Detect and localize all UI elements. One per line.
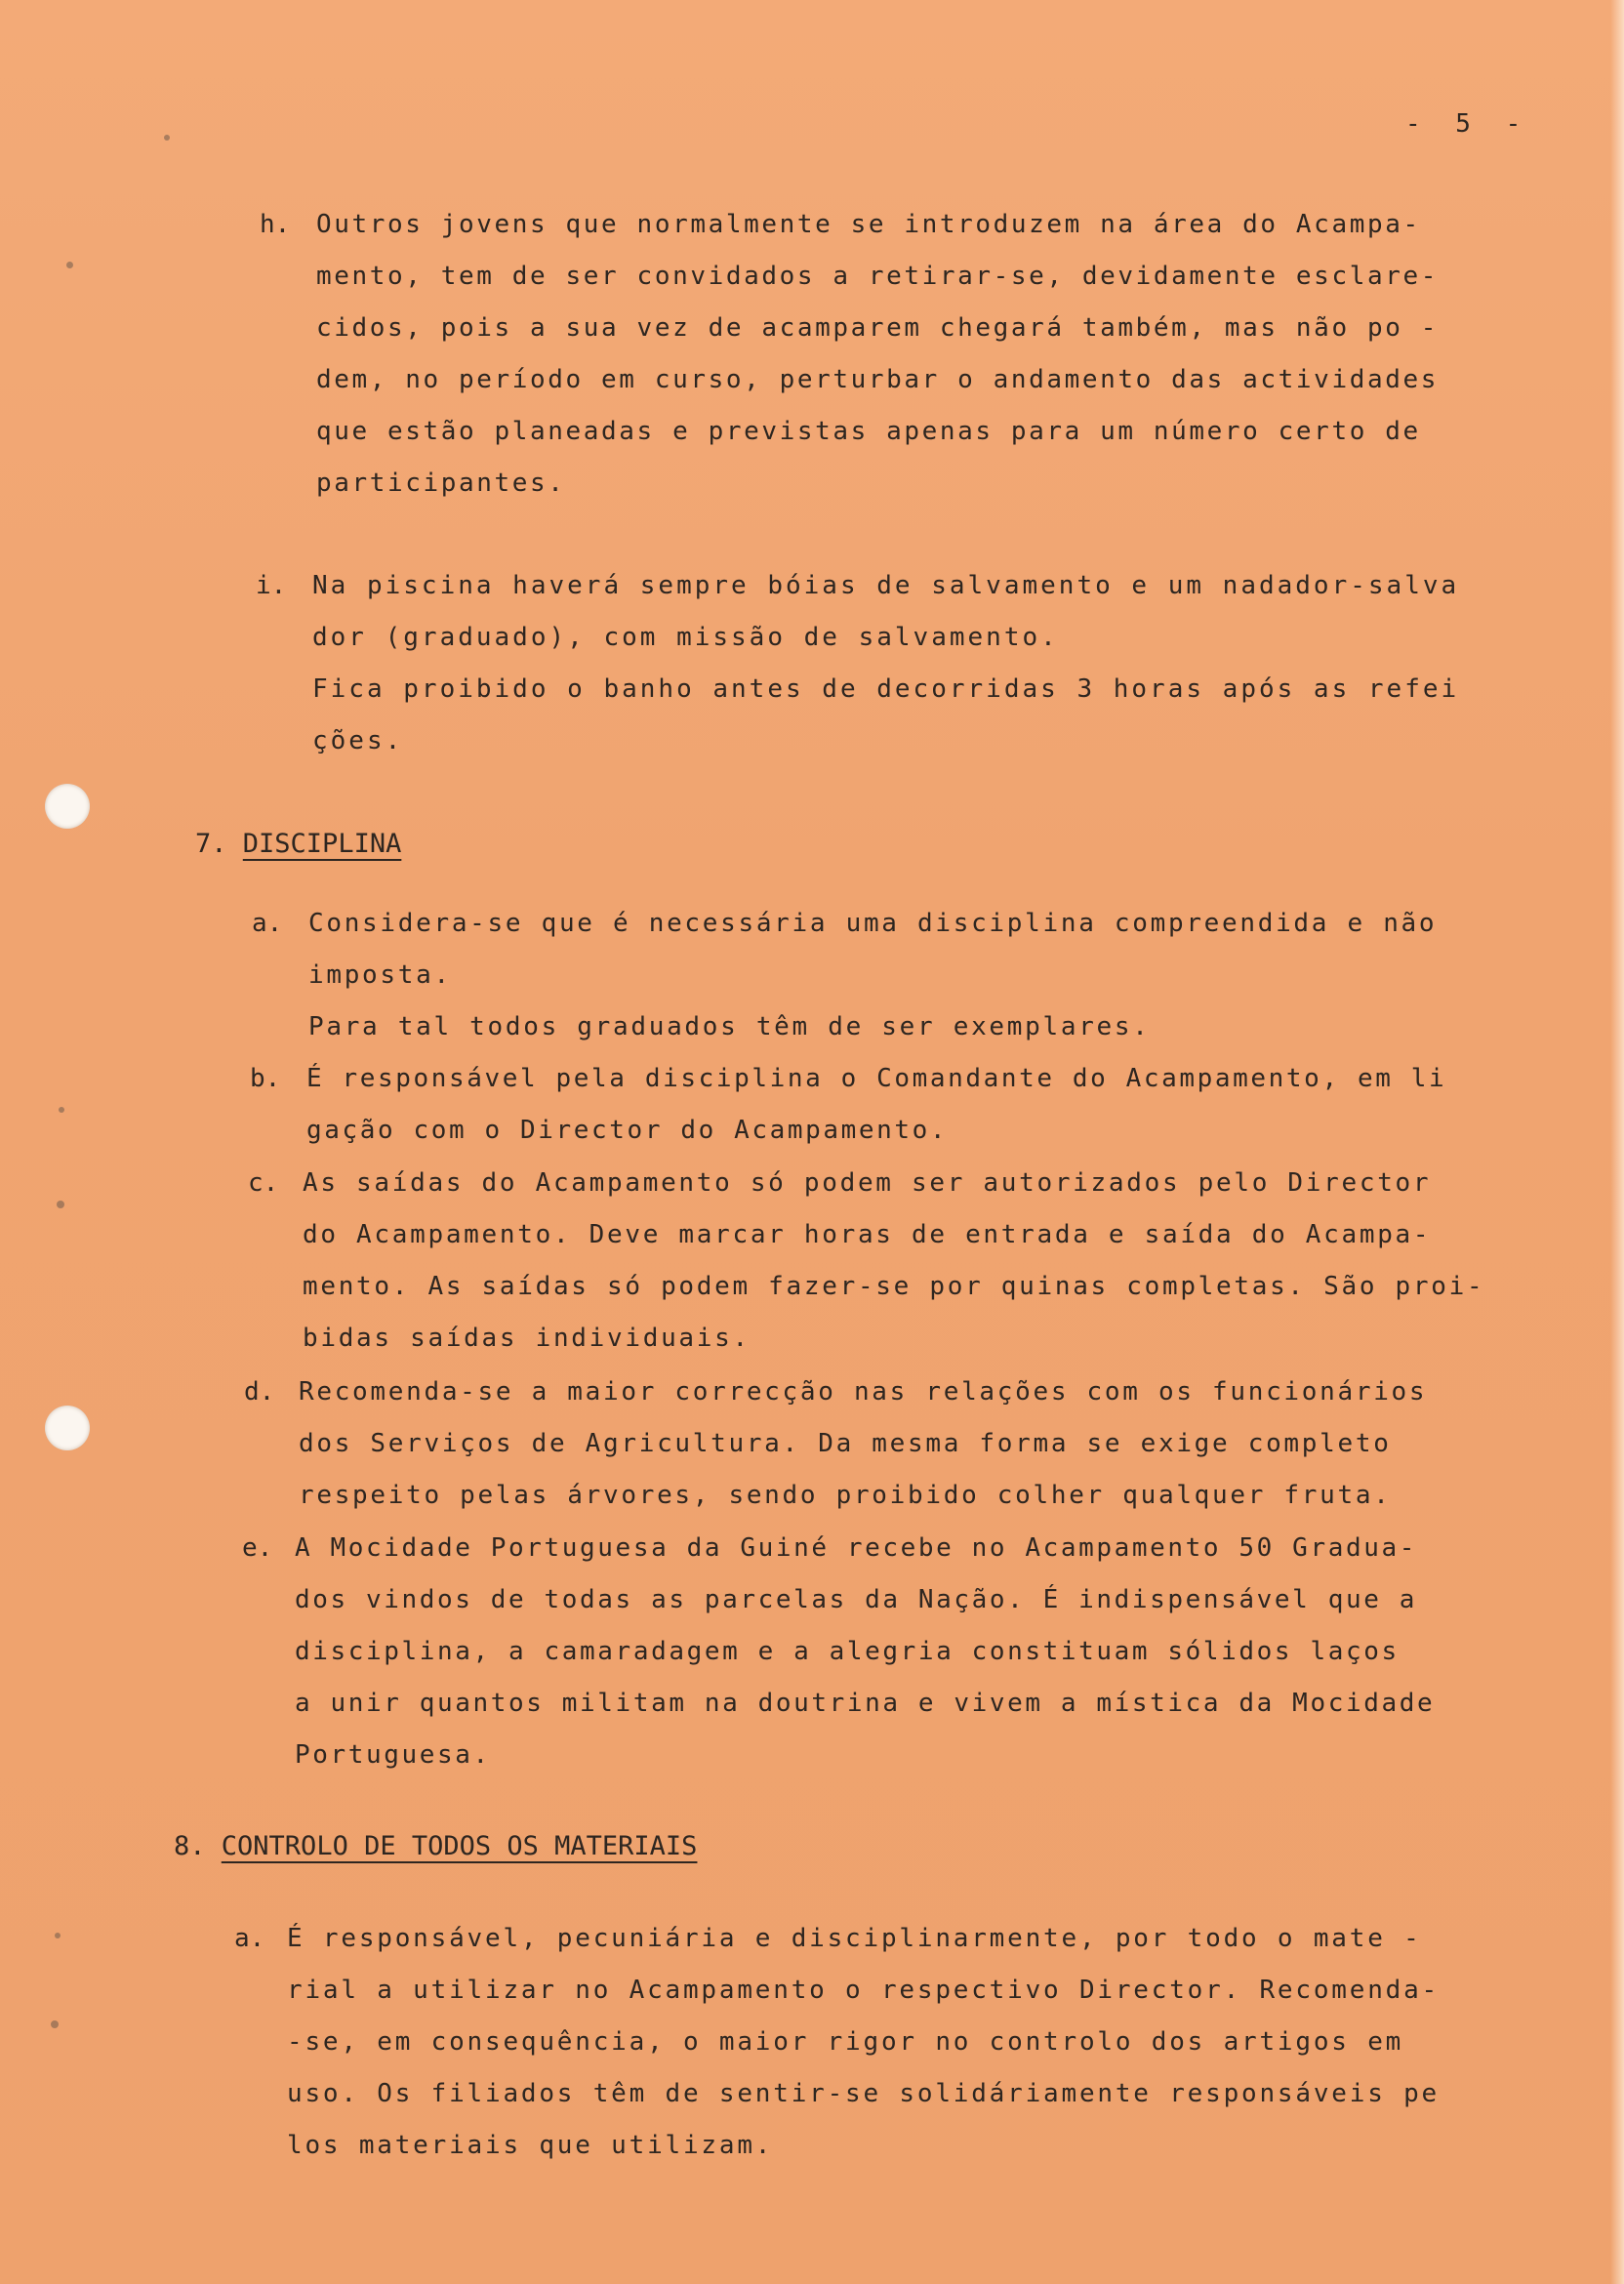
punch-hole-top xyxy=(45,784,90,829)
text-line: do Acampamento. Deve marcar horas de entrada e saída do Acampa- xyxy=(303,1220,1432,1249)
item-letter: b. xyxy=(250,1064,281,1093)
item-letter: i. xyxy=(256,571,287,600)
punch-hole-bottom xyxy=(45,1406,90,1450)
paper-speck xyxy=(51,2020,59,2028)
text-line: rial a utilizar no Acampamento o respectivo Director. Recomenda- xyxy=(287,1976,1441,2005)
paper-edge xyxy=(1610,0,1624,2284)
item-8a-paragraph xyxy=(287,1913,1440,2172)
item-letter: h. xyxy=(260,210,291,239)
paper-speck xyxy=(57,1201,64,1208)
item-7d-paragraph xyxy=(299,1366,1427,1522)
text-line: disciplina, a camaradagem e a alegria constituam sólidos laços xyxy=(295,1637,1400,1666)
text-line: imposta. xyxy=(308,960,452,990)
item-letter: a. xyxy=(234,1924,265,1953)
text-line: los materiais que utilizam. xyxy=(287,2131,774,2160)
text-line: A Mocidade Portuguesa da Guiné recebe no Acampamento 50 Gradua- xyxy=(295,1533,1417,1563)
text-line: mento, tem de ser convidados a retirar-se, devidamente esclare- xyxy=(316,262,1439,291)
text-line: Fica proibido o banho antes de decorridas 3 horas após as refei xyxy=(312,674,1460,704)
text-line: que estão planeadas e previstas apenas para um número certo de xyxy=(316,417,1421,446)
text-line: dor (graduado), com missão de salvamento. xyxy=(312,623,1059,652)
text-line: É responsável, pecuniária e disciplinarmente, por todo o mate - xyxy=(287,1924,1422,1953)
text-line: As saídas do Acampamento só podem ser autorizados pelo Director xyxy=(303,1168,1432,1198)
text-line: Considera-se que é necessária uma disciplina compreendida e não xyxy=(308,909,1438,938)
text-line: dos Serviços de Agricultura. Da mesma forma se exige completo xyxy=(299,1429,1392,1458)
text-line: É responsável pela disciplina o Comandante do Acampamento, em li xyxy=(306,1064,1447,1093)
item-letter: e. xyxy=(242,1533,273,1563)
text-line: dem, no período em curso, perturbar o andamento das actividades xyxy=(316,365,1439,394)
item-i-paragraph xyxy=(312,560,1459,767)
text-line: cidos, pois a sua vez de acamparem chegará também, mas não po - xyxy=(316,313,1439,343)
item-7b-paragraph xyxy=(306,1053,1446,1157)
item-letter: c. xyxy=(248,1168,279,1198)
text-line: respeito pelas árvores, sendo proibido colher qualquer fruta. xyxy=(299,1481,1392,1510)
section-title: CONTROLO DE TODOS OS MATERIAIS xyxy=(221,1831,698,1861)
text-line: bidas saídas individuais. xyxy=(303,1324,751,1353)
item-7e-paragraph xyxy=(295,1523,1435,1781)
text-line: Recomenda-se a maior correcção nas relações com os funcionários xyxy=(299,1377,1428,1407)
text-line: Na piscina haverá sempre bóias de salvamento e um nadador-salva xyxy=(312,571,1460,600)
text-line: participantes. xyxy=(316,469,566,498)
page-number: - 5 - xyxy=(1405,109,1531,139)
item-h-paragraph xyxy=(316,199,1439,510)
item-7a-paragraph xyxy=(308,898,1437,1053)
text-line: Portuguesa. xyxy=(295,1740,491,1770)
item-7c-paragraph xyxy=(303,1158,1484,1365)
text-line: Para tal todos graduados têm de ser exemplares. xyxy=(308,1012,1151,1041)
section-7-heading xyxy=(195,825,401,864)
section-title: DISCIPLINA xyxy=(242,829,402,859)
section-8-heading xyxy=(174,1827,697,1866)
paper-speck xyxy=(66,262,73,268)
item-letter: d. xyxy=(244,1377,275,1407)
section-number: 7. xyxy=(195,829,227,859)
paper-speck xyxy=(55,1933,61,1938)
text-line: mento. As saídas só podem fazer-se por quinas completas. São proi- xyxy=(303,1272,1485,1301)
text-line: uso. Os filiados têm de sentir-se solidáriamente responsáveis pe xyxy=(287,2079,1441,2108)
text-line: dos vindos de todas as parcelas da Nação. É indispensável que a xyxy=(295,1585,1417,1614)
item-letter: a. xyxy=(252,909,283,938)
paper-speck xyxy=(59,1107,64,1113)
text-line: gação com o Director do Acampamento. xyxy=(306,1116,949,1145)
paper-speck xyxy=(164,135,170,141)
section-number: 8. xyxy=(174,1831,206,1861)
text-line: a unir quantos militam na doutrina e vivem a mística da Mocidade xyxy=(295,1689,1436,1718)
text-line: ções. xyxy=(312,726,404,755)
text-line: Outros jovens que normalmente se introduzem na área do Acampa- xyxy=(316,210,1421,239)
text-line: -se, em consequência, o maior rigor no controlo dos artigos em xyxy=(287,2027,1404,2057)
